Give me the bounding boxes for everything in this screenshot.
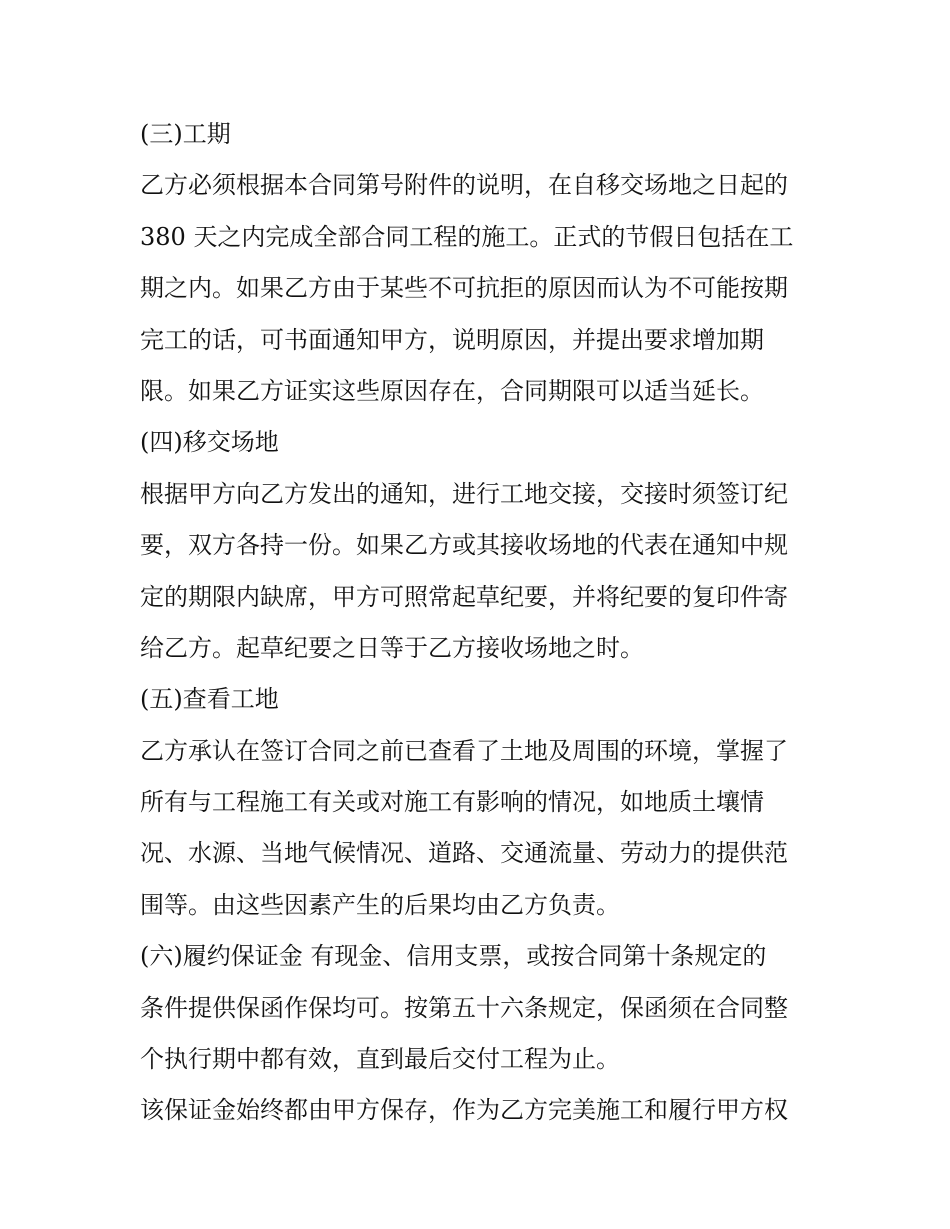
paragraph-line: 乙方承认在签订合同之前已查看了土地及周围的环境，掌握了	[140, 736, 788, 765]
section-heading-site-handover: (四)移交场地	[140, 428, 279, 457]
paragraph-line: 限。如果乙方证实这些原因存在，合同期限可以适当延长。	[140, 376, 764, 405]
paragraph-line: 给乙方。起草纪要之日等于乙方接收场地之时。	[140, 633, 644, 662]
document-body	[140, 109, 820, 1137]
paragraph-line: 期之内。如果乙方由于某些不可抗拒的原因而认为不可能按期	[140, 274, 788, 303]
section-heading-performance-bond: (六)履约保证金 有现金、信用支票，或按合同第十条规定的	[140, 942, 767, 971]
paragraph-line: 要，双方各持一份。如果乙方或其接收场地的代表在通知中规	[140, 531, 788, 560]
section-heading-construction-period: (三)工期	[140, 120, 231, 148]
paragraph-line: 定的期限内缺席，甲方可照常起草纪要，并将纪要的复印件寄	[140, 582, 788, 611]
paragraph-line: 该保证金始终都由甲方保存，作为乙方完美施工和履行甲方权	[140, 1096, 788, 1125]
section-heading-site-inspection: (五)查看工地	[140, 685, 279, 714]
paragraph-line: 围等。由这些因素产生的后果均由乙方负责。	[140, 890, 620, 919]
paragraph-line: 根据甲方向乙方发出的通知，进行工地交接，交接时须签订纪	[140, 479, 788, 508]
paragraph-line: 380 天之内完成全部合同工程的施工。正式的节假日包括在工	[140, 222, 794, 251]
paragraph-line: 完工的话，可书面通知甲方，说明原因，并提出要求增加期	[140, 325, 764, 354]
paragraph-line: 所有与工程施工有关或对施工有影响的情况，如地质土壤情	[140, 788, 764, 817]
paragraph-line: 条件提供保函作保均可。按第五十六条规定，保函须在合同整	[140, 993, 788, 1022]
paragraph-line: 个执行期中都有效，直到最后交付工程为止。	[140, 1045, 620, 1074]
paragraph-line: 乙方必须根据本合同第号附件的说明，在自移交场地之日起的	[140, 171, 788, 200]
paragraph-line: 况、水源、当地气候情况、道路、交通流量、劳动力的提供范	[140, 839, 788, 868]
